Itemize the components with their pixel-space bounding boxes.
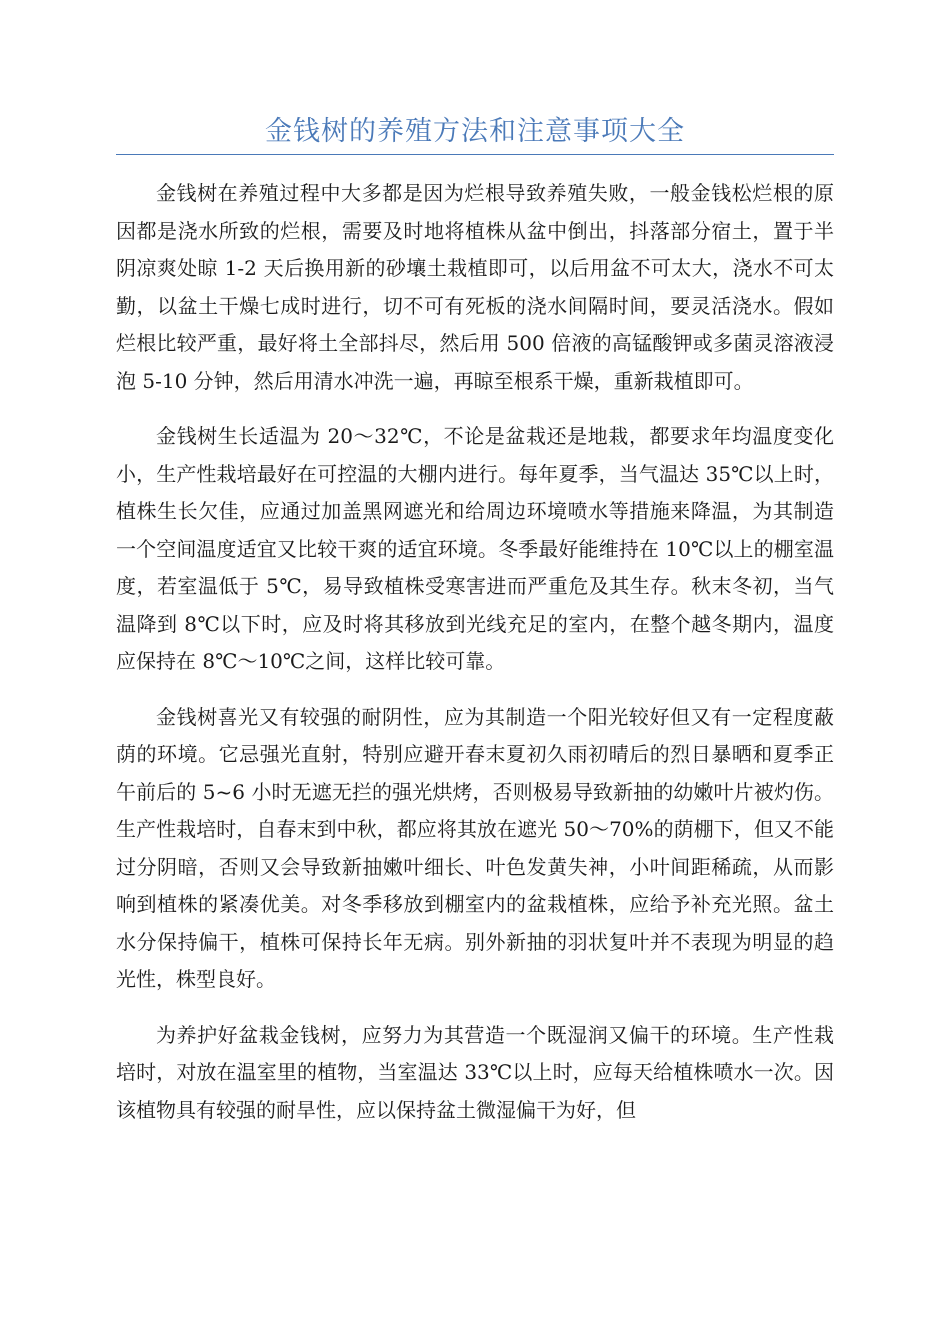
title-underline [116, 154, 834, 155]
paragraph-2: 金钱树生长适温为 20～32℃，不论是盆栽还是地栽，都要求年均温度变化小，生产性栽培最好在可控温的大棚内进行。每年夏季，当气温达 35℃以上时，植株生长欠佳，应通过加盖黑网遮光和给周边环境喷水等措施来降温，为其制造一个空间温度适宜又比较干爽的适宜环境。冬季最好能维持在 10℃以上的棚室温度，若室温低于 5℃，易导致植株受寒害进而严重危及其生存。秋末冬初，当气温降到 8℃以下时，应及时将其移放到光线充足的室内，在整个越冬期内，温度应保持在 8℃～10℃之间，这样比较可靠。 [116, 424, 834, 673]
paragraph-4: 为养护好盆栽金钱树，应努力为其营造一个既湿润又偏干的环境。生产性栽培时，对放在温室里的植物，当室温达 33℃以上时，应每天给植株喷水一次。因该植物具有较强的耐旱性，应以保持盆土微湿偏干为好，但 [116, 1022, 834, 1122]
paragraph-1: 金钱树在养殖过程中大多都是因为烂根导致养殖失败，一般金钱松烂根的原因都是浇水所致的烂根，需要及时地将植株从盆中倒出，抖落部分宿土，置于半阴凉爽处晾 1-2 天后换用新的砂壤土栽植即可，以后用盆不可太大，浇水不可太勤，以盆土干燥七成时进行，切不可有死板的浇水间隔时间，要灵活浇水。假如烂根比较严重，最好将土全部抖尽，然后用 500 倍液的高锰酸钾或多菌灵溶液浸泡 5-10 分钟，然后用清水冲洗一遍，再晾至根系干燥，重新栽植即可。 [116, 181, 834, 393]
document-title: 金钱树的养殖方法和注意事项大全 [265, 116, 685, 147]
document-body [116, 175, 834, 1147]
paragraph-3: 金钱树喜光又有较强的耐阴性，应为其制造一个阳光较好但又有一定程度蔽荫的环境。它忌强光直射，特别应避开春末夏初久雨初晴后的烈日暴晒和夏季正午前后的 5~6 小时无遮无拦的强光烘烤，否则极易导致新抽的幼嫩叶片被灼伤。生产性栽培时，自春末到中秋，都应将其放在遮光 50～70%的荫棚下，但又不能过分阴暗，否则又会导致新抽嫩叶细长、叶色发黄失神，小叶间距稀疏，从而影响到植株的紧凑优美。对冬季移放到棚室内的盆栽植株，应给予补充光照。盆土水分保持偏干，植株可保持长年无病。别外新抽的羽状复叶并不表现为明显的趋光性，株型良好。 [116, 704, 834, 991]
